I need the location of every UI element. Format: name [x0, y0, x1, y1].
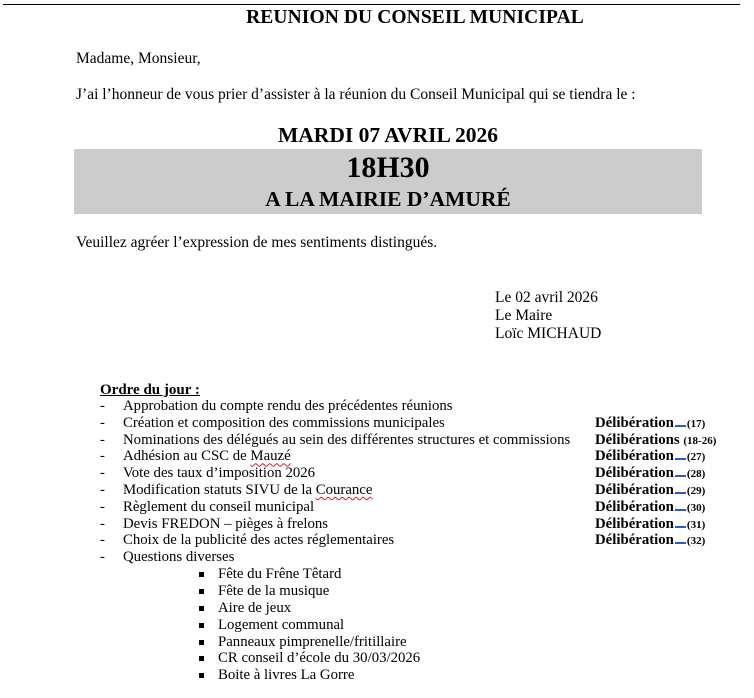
signature-role: Le Maire	[495, 307, 553, 324]
agenda-item	[0, 465, 754, 482]
signature-name: Loïc MICHAUD	[495, 325, 602, 342]
deliberation-number: (28)	[686, 468, 706, 481]
document-title: REUNION DU CONSEIL MUNICIPAL	[246, 7, 584, 28]
dash-bullet: -	[100, 448, 105, 465]
sub-item	[0, 634, 754, 651]
closing-sentence: Veuillez agréer l’expression de mes sentiments distingués.	[76, 234, 438, 251]
deliberation-field-gap	[675, 473, 686, 477]
dash-bullet: -	[100, 414, 105, 431]
agenda-item-label: Devis FREDON – pièges à frelons	[123, 515, 329, 532]
deliberation-ref	[595, 516, 705, 534]
square-bullet-icon	[199, 640, 204, 645]
agenda-item-label: Nominations des délégués au sein des différentes structures et commissions	[123, 431, 571, 448]
sub-item	[0, 667, 754, 684]
square-bullet-icon	[199, 623, 204, 628]
dash-bullet: -	[100, 498, 105, 515]
sub-item	[0, 583, 754, 600]
square-bullet-icon	[199, 673, 204, 678]
deliberation-number: (30)	[686, 501, 706, 514]
sub-item	[0, 566, 754, 583]
deliberation-field-gap	[675, 490, 686, 494]
agenda-item-label: Vote des taux d’imposition 2026	[123, 465, 316, 482]
square-bullet-icon	[199, 572, 204, 577]
deliberation-label: Délibérations	[595, 431, 680, 448]
dash-bullet: -	[100, 549, 105, 566]
deliberation-field-gap	[675, 540, 686, 544]
deliberation-number: (32)	[686, 535, 706, 548]
dash-bullet: -	[100, 465, 105, 482]
sub-item-label: Fête du Frêne Têtard	[218, 566, 342, 582]
agenda-item	[0, 398, 754, 415]
agenda-item	[0, 532, 754, 549]
square-bullet-icon	[199, 606, 204, 611]
deliberation-ref	[595, 532, 705, 550]
questions-diverses-sublist	[0, 566, 754, 684]
deliberation-ref	[595, 432, 716, 450]
sub-item-label: Logement communal	[218, 616, 345, 633]
deliberation-ref	[595, 465, 705, 483]
deliberation-label: Délibération	[595, 465, 674, 482]
deliberation-label: Délibération	[595, 448, 674, 465]
sub-item-label: Aire de jeux	[218, 599, 292, 616]
agenda-item-label: Approbation du compte rendu des précédentes réunions	[123, 398, 453, 414]
sub-item-label: Fête de la musique	[218, 582, 330, 599]
dash-bullet: -	[100, 481, 105, 498]
deliberation-field-gap	[675, 507, 686, 511]
dash-bullet: -	[100, 515, 105, 532]
deliberation-label: Délibération	[595, 414, 674, 431]
meeting-time: 18H30	[346, 151, 430, 184]
agenda-item	[0, 415, 754, 432]
agenda-item	[0, 432, 754, 449]
agenda-item	[0, 482, 754, 499]
sub-item-label: CR conseil d’école du 30/03/2026	[218, 650, 421, 667]
deliberation-label: Délibération	[595, 481, 674, 498]
deliberation-ref	[595, 448, 705, 466]
deliberation-field-gap	[675, 524, 686, 528]
deliberation-number: (27)	[686, 451, 706, 464]
intro-paragraph: J’ai l’honneur de vous prier d’assister à la réunion du Conseil Municipal qui se tiendra le :	[76, 86, 636, 103]
deliberation-ref	[595, 499, 705, 517]
sub-item-label: Boite à livres La Gorre	[218, 667, 355, 684]
deliberation-field-gap	[675, 423, 686, 427]
signature-block	[495, 289, 601, 343]
agenda-item	[0, 549, 754, 566]
agenda-item-label: Création et composition des commissions municipales	[123, 414, 445, 431]
agenda-list	[0, 398, 754, 566]
square-bullet-icon	[199, 589, 204, 594]
dash-bullet: -	[100, 398, 105, 414]
deliberation-label: Délibération	[595, 515, 674, 532]
deliberation-ref	[595, 482, 705, 500]
sub-item	[0, 650, 754, 667]
deliberation-number: (17)	[686, 417, 706, 430]
meeting-place: A LA MAIRIE D’AMURÉ	[265, 187, 511, 211]
spellcheck-flagged-word[interactable]: Mauzé	[250, 448, 291, 465]
agenda-item-label-text: Modification statuts SIVU de la	[123, 481, 316, 498]
deliberation-number: (31)	[686, 518, 706, 531]
agenda-item-label: Questions diverses	[123, 549, 235, 566]
agenda-item-label: Choix de la publicité des actes réglementaires	[123, 532, 395, 549]
greeting: Madame, Monsieur,	[76, 50, 201, 67]
deliberation-ref	[595, 415, 705, 433]
sub-item-label: Panneaux pimprenelle/fritillaire	[218, 633, 407, 650]
deliberation-field-gap	[675, 456, 686, 460]
signature-date: Le 02 avril 2026	[495, 289, 598, 306]
square-bullet-icon	[199, 656, 204, 661]
agenda-item-label-text: Adhésion au CSC de	[123, 448, 251, 465]
dash-bullet: -	[100, 431, 105, 448]
deliberation-label: Délibération	[595, 498, 674, 515]
sub-item	[0, 617, 754, 634]
agenda-item	[0, 448, 754, 465]
meeting-date: MARDI 07 AVRIL 2026	[277, 123, 498, 147]
agenda-item-label	[123, 448, 291, 465]
agenda-item-label: Règlement du conseil municipal	[123, 498, 315, 515]
agenda-title: Ordre du jour :	[100, 382, 200, 398]
deliberation-label: Délibération	[595, 532, 674, 549]
deliberation-number: (29)	[686, 484, 706, 497]
deliberation-number: (18-26)	[683, 434, 717, 447]
top-border-line	[3, 4, 740, 5]
dash-bullet: -	[100, 532, 105, 549]
sub-item	[0, 600, 754, 617]
spellcheck-flagged-word[interactable]: Courance	[315, 481, 373, 498]
agenda-item-label	[123, 482, 372, 499]
agenda-item	[0, 516, 754, 533]
agenda-item	[0, 499, 754, 516]
